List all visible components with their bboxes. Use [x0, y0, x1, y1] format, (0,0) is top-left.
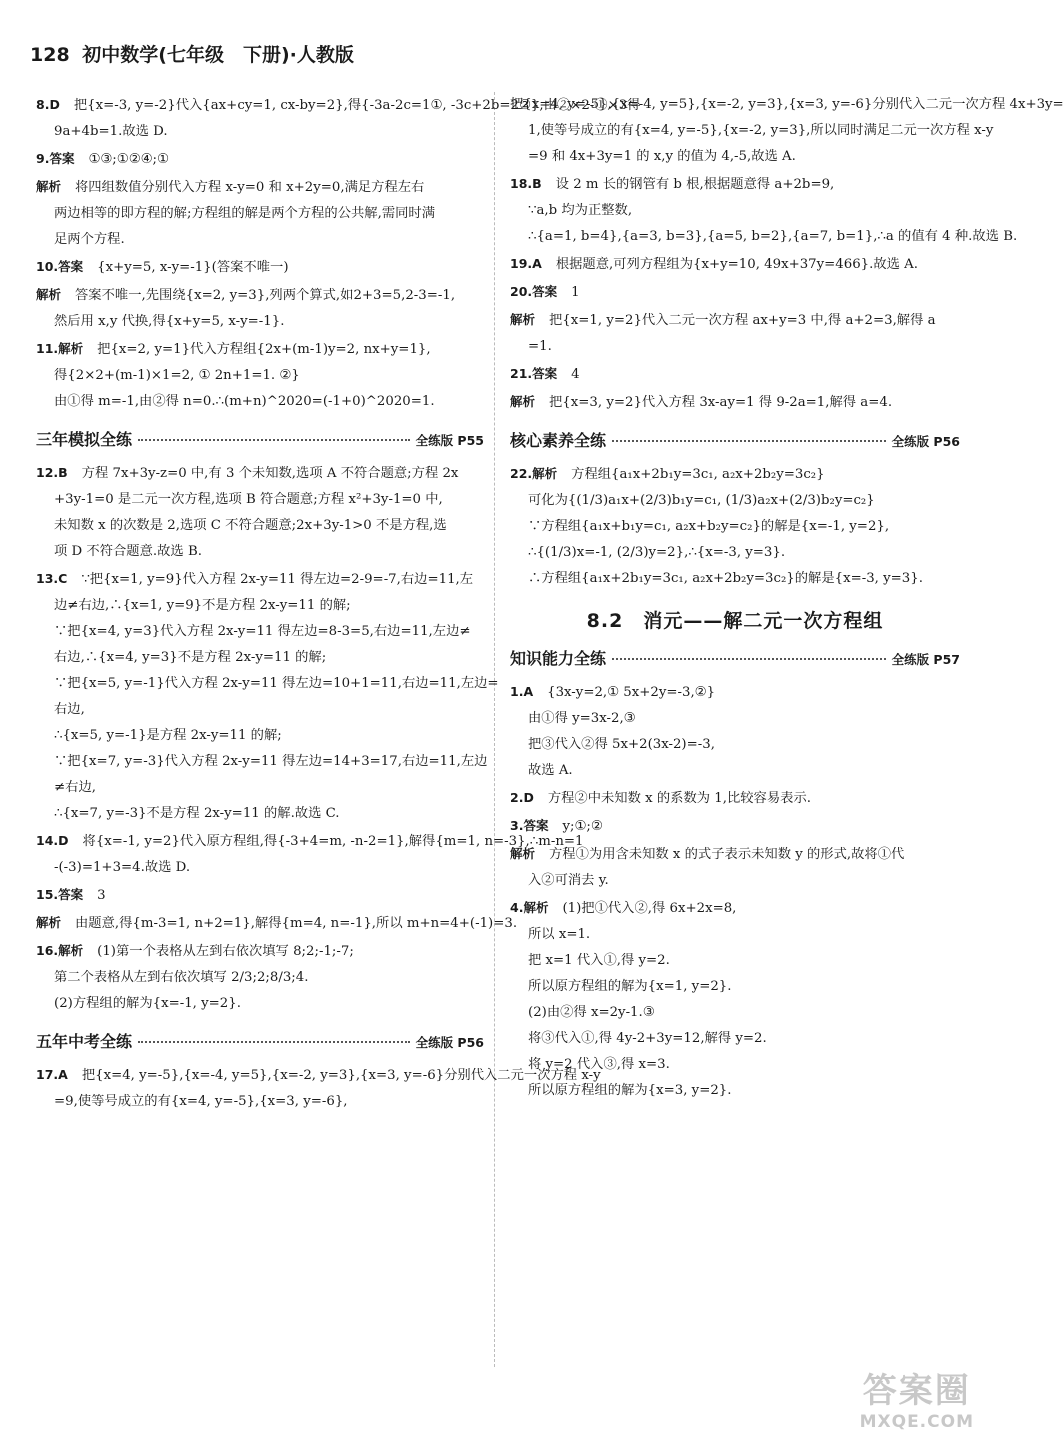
- answer-item: [510, 279, 960, 306]
- answer-text: 第二个表格从左到右依次填写 2/3;2;8/3;4.: [54, 970, 309, 985]
- answer-line: [510, 895, 960, 922]
- answer-line: [36, 566, 484, 593]
- answer-item: [510, 461, 960, 592]
- section-ref: 全练版 P57: [891, 652, 960, 667]
- right-column: [510, 92, 1064, 1420]
- answer-text: 将 y=2 代入③,得 x=3.: [528, 1057, 670, 1072]
- answer-line: [510, 732, 960, 758]
- answer-text: 把③代入②得 5x+2(3x-2)=-3,: [528, 737, 715, 752]
- answer-text: 1: [571, 285, 580, 300]
- answer-label: 3.答案: [510, 818, 549, 833]
- answer-text: (1)第一个表格从左到右依次填写 8;2;-1;-7;: [97, 944, 354, 959]
- answer-label: 22.解析: [510, 466, 558, 481]
- answer-line: [36, 749, 488, 775]
- answer-text: 项 D 不符合题意.故选 B.: [54, 544, 202, 559]
- answer-line: [36, 119, 484, 145]
- dotted-leader: [612, 440, 886, 442]
- section-ref: 全练版 P56: [415, 1035, 484, 1050]
- answer-line: [510, 785, 960, 812]
- answer-line: [510, 706, 960, 732]
- answer-text: 把{x=1, y=2}代入二元一次方程 ax+y=3 中,得 a+2=3,解得 a: [549, 313, 936, 328]
- answer-label: 4.解析: [510, 900, 549, 915]
- answer-label: 20.答案: [510, 284, 558, 299]
- answer-line: [36, 882, 484, 909]
- answer-line: [36, 1089, 484, 1115]
- answer-line: [510, 334, 960, 360]
- answer-text: =9,使等号成立的有{x=4, y=-5},{x=3, y=-6},: [54, 1094, 348, 1109]
- answer-text: 答案不唯一,先围绕{x=2, y=3},列两个算式,如2+3=5,2-3=-1,: [75, 288, 456, 303]
- answer-item: [36, 938, 484, 1017]
- right-items: [510, 92, 1064, 416]
- answer-line: [36, 697, 484, 723]
- answer-text: 根据题意,可列方程组为{x+y=10, 49x+37y=466}.故选 A.: [555, 257, 918, 272]
- answer-text: ∴{x=5, y=-1}是方程 2x-y=11 的解;: [54, 728, 282, 743]
- answer-label: 21.答案: [510, 366, 558, 381]
- answer-label: 解析: [36, 915, 62, 930]
- answer-text: 3: [97, 888, 106, 903]
- answer-line: [36, 174, 484, 201]
- answer-line: [510, 540, 960, 566]
- answer-item: [36, 174, 484, 253]
- answer-text: 得{2×2+(m-1)×1=2, ① 2n+1=1. ②}: [54, 368, 300, 383]
- answer-item: [36, 146, 484, 173]
- book-title: 初中数学(七年级 下册)·人教版: [82, 44, 354, 66]
- section-title: 五年中考全练: [36, 1032, 133, 1051]
- answer-item: [36, 282, 484, 335]
- answer-item: [36, 566, 499, 827]
- answer-item: [510, 389, 960, 416]
- answer-text: =9 和 4x+3y=1 的 x,y 的值为 4,-5,故选 A.: [528, 149, 796, 164]
- page-number: 128: [30, 44, 70, 66]
- answer-label: 8.D: [36, 97, 60, 112]
- answer-line: [510, 198, 960, 224]
- answer-text: 把{x=3, y=2}代入方程 3x-ay=1 得 9-2a=1,解得 a=4.: [549, 395, 893, 410]
- answer-text: 足两个方程.: [54, 232, 125, 247]
- answer-text: ∵把{x=1, y=9}代入方程 2x-y=11 得左边=2-9=-7,右边=11,左: [81, 572, 474, 587]
- answer-line: [510, 1026, 960, 1052]
- answer-text: 两边相等的即方程的解;方程组的解是两个方程的公共解,需同时满: [54, 206, 436, 221]
- answer-line: [36, 539, 484, 565]
- answer-text: 把{x=4, y=-5},{x=-4, y=5},{x=-2, y=3},{x=3, y=-6}分别代入二元一次方程 4x+3y=: [510, 97, 1064, 112]
- answer-line: [510, 758, 960, 784]
- answer-text: 将{x=-1, y=2}代入原方程组,得{-3+4=m, -n-2=1},解得{m=1, n=-3},∴m-n=1: [82, 834, 584, 849]
- answer-line: [510, 1078, 960, 1104]
- chapter-title: 8.2 消元——解二元一次方程组: [586, 610, 884, 632]
- answer-item: [36, 336, 484, 415]
- section-five-year: [36, 1029, 484, 1056]
- answer-line: [36, 645, 484, 671]
- answer-line: [510, 1000, 960, 1026]
- answer-line: [510, 92, 1064, 118]
- answer-line: [36, 363, 484, 389]
- answer-line: [36, 910, 518, 937]
- answer-text: 可化为{(1/3)a₁x+(2/3)b₁y=c₁, (1/3)a₂x+(2/3)b₂y=c₂}: [528, 493, 875, 508]
- section-title: 知识能力全练: [510, 649, 607, 668]
- answer-line: [36, 723, 484, 749]
- answer-line: [510, 514, 960, 540]
- answer-label: 15.答案: [36, 887, 84, 902]
- answer-label: 9.答案: [36, 151, 75, 166]
- answer-text: ≠右边,: [54, 780, 96, 795]
- answer-line: [36, 513, 484, 539]
- answer-text: 右边,∴{x=4, y=3}不是方程 2x-y=11 的解;: [54, 650, 327, 665]
- answer-line: [510, 488, 960, 514]
- answer-text: 方程组{a₁x+2b₁y=3c₁, a₂x+2b₂y=3c₂}: [571, 467, 825, 482]
- answer-item: [510, 679, 960, 784]
- answer-label: 11.解析: [36, 341, 84, 356]
- answer-label: 18.B: [510, 176, 542, 191]
- answer-text: ∴{(1/3)x=-1, (2/3)y=2},∴{x=-3, y=3}.: [528, 545, 786, 560]
- answer-item: [510, 785, 960, 812]
- answer-label: 2.D: [510, 790, 534, 805]
- answer-line: [510, 279, 960, 306]
- section-ref: 全练版 P55: [415, 433, 484, 448]
- answer-line: [510, 841, 960, 868]
- answer-label: 解析: [510, 394, 536, 409]
- answer-text: ∴方程组{a₁x+2b₁y=3c₁, a₂x+2b₂y=3c₂}的解是{x=-3, y=3}.: [528, 571, 923, 586]
- section-title: 核心素养全练: [510, 431, 607, 450]
- answer-line: [510, 813, 960, 840]
- answer-text: (1)把①代入②,得 6x+2x=8,: [562, 901, 737, 916]
- answer-text: ①③;①②④;①: [88, 152, 169, 167]
- answer-text: {3x-y=2,① 5x+2y=-3,②}: [547, 685, 716, 700]
- section-ref: 全练版 P56: [891, 434, 960, 449]
- answer-text: ∴{x=7, y=-3}不是方程 2x-y=11 的解.故选 C.: [54, 806, 340, 821]
- answer-line: [510, 679, 960, 706]
- answer-text: y;①;②: [562, 819, 603, 834]
- answer-text: 所以 x=1.: [528, 927, 591, 942]
- dotted-leader: [612, 658, 886, 660]
- answer-line: [36, 671, 499, 697]
- answer-line: [36, 389, 484, 415]
- answer-line: [36, 309, 484, 335]
- answer-text: 把{x=-3, y=-2}代入{ax+cy=1, cx-by=2},得{-3a-2c=1①, -3c+2b=2②},由②×2-①×3得: [73, 98, 641, 113]
- answer-line: [510, 171, 960, 198]
- answer-line: [36, 775, 484, 801]
- answer-text: 设 2 m 长的钢管有 b 根,根据题意得 a+2b=9,: [555, 177, 835, 192]
- left-items-3: [36, 1062, 601, 1115]
- answer-line: [36, 254, 484, 281]
- answer-text: 由①得 m=-1,由②得 n=0.∴(m+n)^2020=(-1+0)^2020=1.: [54, 394, 435, 409]
- right-items-3: [510, 679, 960, 1104]
- section-three-year: [36, 427, 484, 454]
- answer-line: [510, 224, 1018, 250]
- answer-text: 方程②中未知数 x 的系数为 1,比较容易表示.: [547, 791, 811, 806]
- answer-text: 9a+4b=1.故选 D.: [54, 124, 168, 139]
- answer-label: 19.A: [510, 256, 542, 271]
- answer-item: [510, 307, 960, 360]
- answer-text: -(-3)=1+3=4.故选 D.: [54, 860, 191, 875]
- answer-text: 由①得 y=3x-2,③: [528, 711, 636, 726]
- answer-line: [510, 461, 960, 488]
- answer-item: [36, 92, 641, 145]
- answer-text: (2)方程组的解为{x=-1, y=2}.: [54, 996, 241, 1011]
- column-divider: [494, 92, 495, 1367]
- answer-line: [510, 307, 960, 334]
- section-title: 三年模拟全练: [36, 430, 133, 449]
- answer-item: [36, 1062, 601, 1115]
- answer-line: [36, 227, 484, 253]
- watermark-text: 答案圈: [862, 1371, 971, 1411]
- watermark-logo: [860, 1363, 974, 1432]
- answer-line: [36, 1062, 601, 1089]
- answer-item: [510, 361, 960, 388]
- answer-label: 1.A: [510, 684, 534, 699]
- answer-label: 13.C: [36, 571, 68, 586]
- section-knowledge: [510, 646, 960, 673]
- answer-label: 解析: [510, 846, 536, 861]
- answer-text: 所以原方程组的解为{x=1, y=2}.: [528, 979, 732, 994]
- answer-text: 边≠右边,∴{x=1, y=9}不是方程 2x-y=11 的解;: [54, 598, 351, 613]
- answer-item: [510, 251, 960, 278]
- answer-line: [36, 991, 484, 1017]
- answer-line: [36, 201, 484, 227]
- answer-text: 把 x=1 代入①,得 y=2.: [528, 953, 670, 968]
- answer-text: 方程 7x+3y-z=0 中,有 3 个未知数,选项 A 不符合题意;方程 2x: [81, 466, 459, 481]
- answer-line: [36, 92, 641, 119]
- answer-line: [510, 922, 960, 948]
- answer-line: [510, 251, 960, 278]
- answer-line: [510, 948, 960, 974]
- answer-text: 右边,: [54, 702, 85, 717]
- answer-text: {x+y=5, x-y=-1}(答案不唯一): [97, 260, 289, 275]
- answer-line: [510, 868, 960, 894]
- answer-label: 14.D: [36, 833, 69, 848]
- answer-text: (2)由②得 x=2y-1.③: [528, 1005, 655, 1020]
- answer-line: [36, 619, 484, 645]
- answer-text: +3y-1=0 是二元一次方程,选项 B 符合题意;方程 x²+3y-1=0 中,: [54, 492, 443, 507]
- dotted-leader: [138, 1041, 410, 1043]
- answer-label: 解析: [510, 312, 536, 327]
- answer-line: [510, 144, 960, 170]
- answer-label: 10.答案: [36, 259, 84, 274]
- answer-text: ∵把{x=7, y=-3}代入方程 2x-y=11 得左边=14+3=17,右边=11,左边: [54, 754, 488, 769]
- answer-text: =1.: [528, 339, 552, 354]
- answer-text: ∵方程组{a₁x+b₁y=c₁, a₂x+b₂y=c₂}的解是{x=-1, y=2},: [528, 519, 890, 534]
- answer-text: 将四组数值分别代入方程 x-y=0 和 x+2y=0,满足方程左右: [75, 180, 425, 195]
- dotted-leader: [138, 439, 410, 441]
- answer-line: [510, 974, 960, 1000]
- answer-text: 把{x=4, y=-5},{x=-4, y=5},{x=-2, y=3},{x=3, y=-6}分别代入二元一次方程 x-y: [81, 1068, 601, 1083]
- answer-text: ∴{a=1, b=4},{a=3, b=3},{a=5, b=2},{a=7, b=1},∴a 的值有 4 种.故选 B.: [528, 229, 1018, 244]
- answer-label: 解析: [36, 287, 62, 302]
- section-core: [510, 428, 960, 455]
- answer-item: [510, 171, 1018, 250]
- answer-item: [36, 910, 518, 937]
- answer-line: [36, 801, 484, 827]
- answer-text: 把{x=2, y=1}代入方程组{2x+(m-1)y=2, nx+y=1},: [97, 342, 431, 357]
- answer-text: 然后用 x,y 代换,得{x+y=5, x-y=-1}.: [54, 314, 285, 329]
- answer-line: [510, 118, 994, 144]
- answer-text: 1,使等号成立的有{x=4, y=-5},{x=-2, y=3},所以同时满足二元一次方程 x-y: [528, 123, 994, 138]
- answer-text: 所以原方程组的解为{x=3, y=2}.: [528, 1083, 732, 1098]
- answer-line: [36, 282, 484, 309]
- answer-text: 入②可消去 y.: [528, 873, 609, 888]
- right-items-2: [510, 461, 960, 592]
- answer-label: 17.A: [36, 1067, 68, 1082]
- answer-item: [510, 813, 960, 840]
- answer-item: [36, 460, 484, 565]
- answer-text: 将③代入①,得 4y-2+3y=12,解得 y=2.: [528, 1031, 767, 1046]
- watermark-url: MXQE.COM: [859, 1412, 974, 1432]
- answer-line: [36, 487, 484, 513]
- answer-line: [510, 1052, 960, 1078]
- answer-line: [36, 146, 484, 173]
- answer-line: [36, 593, 484, 619]
- answer-label: 12.B: [36, 465, 68, 480]
- answer-line: [36, 965, 484, 991]
- answer-text: 方程①为用含未知数 x 的式子表示未知数 y 的形式,故将①代: [549, 847, 905, 862]
- answer-item: [36, 882, 484, 909]
- answer-line: [36, 460, 484, 487]
- answer-label: 16.解析: [36, 943, 84, 958]
- answer-line: [510, 361, 960, 388]
- answer-item: [510, 92, 1064, 170]
- answer-line: [36, 855, 484, 881]
- answer-line: [510, 566, 960, 592]
- answer-text: 故选 A.: [528, 763, 573, 778]
- answer-line: [36, 938, 484, 965]
- answer-text: ∵把{x=4, y=3}代入方程 2x-y=11 得左边=8-3=5,右边=11,左边≠: [54, 624, 471, 639]
- answer-label: 解析: [36, 179, 62, 194]
- answer-item: [36, 254, 484, 281]
- answer-item: [510, 841, 960, 894]
- answer-text: 4: [571, 367, 580, 382]
- page-header: [30, 40, 354, 67]
- answer-text: ∵把{x=5, y=-1}代入方程 2x-y=11 得左边=10+1=11,右边=11,左边=: [54, 676, 499, 691]
- answer-text: 未知数 x 的次数是 2,选项 C 不符合题意;2x+3y-1>0 不是方程,选: [54, 518, 447, 533]
- answer-line: [36, 336, 484, 363]
- answer-item: [510, 895, 960, 1104]
- answer-line: [510, 389, 960, 416]
- answer-text: ∵a,b 均为正整数,: [528, 203, 633, 218]
- answer-text: 由题意,得{m-3=1, n+2=1},解得{m=4, n=-1},所以 m+n=4+(-1)=3.: [75, 916, 518, 931]
